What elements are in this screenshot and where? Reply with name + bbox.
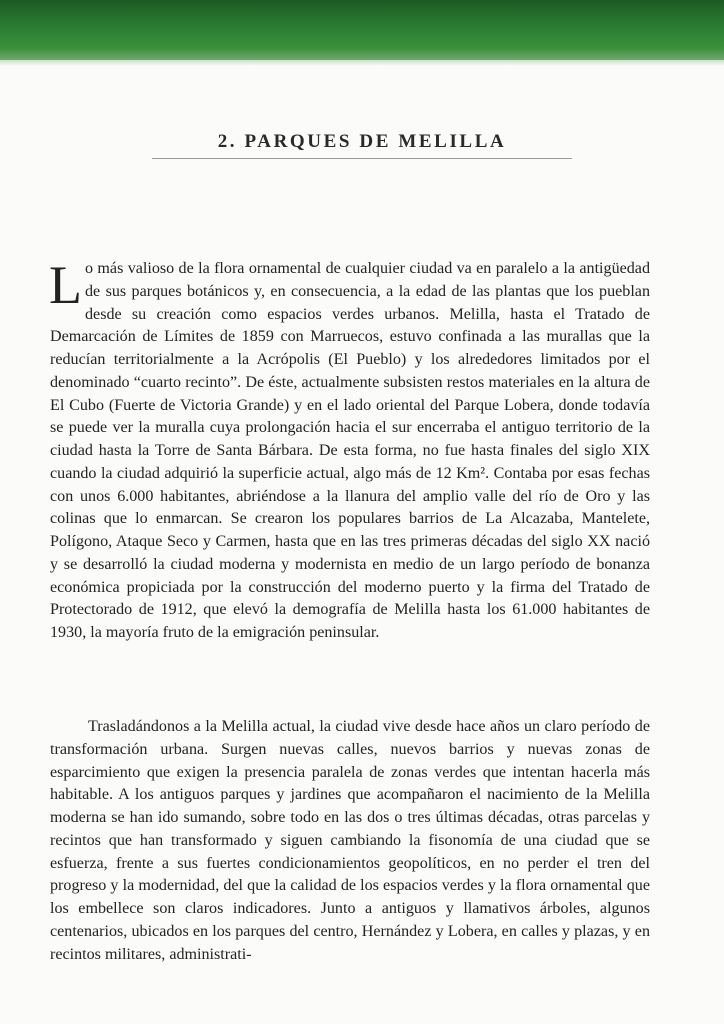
paragraph-1: [49, 255, 650, 645]
paragraph-2: Trasladándonos a la Melilla actual, la ciudad vive desde hace años un claro período de transformación urbana. Surgen nuevas calles, nuevos barrios y nuevas zonas de esparcimiento que exigen la presencia paralela de zonas verdes que intentan hacerla más habitable. A los antiguos parques y jardines que acompañaron el nacimiento de la Melilla moderna se han ido sumando, sobre todo en las dos o tres últimas décadas, otras parcelas y recintos que han transformado y siguen cambiando la fisonomía de una ciudad que se esfuerza, frente a sus fuertes condicionamientos geopolíticos, en no perder el tren del progreso y la modernidad, del que la calidad de los espacios verdes y la flora ornamental que los embellece son claros indicadores. Junto a antiguos y llamativos árboles, algunos centenarios, ubicados en los parques del centro, Hernández y Lobera, en calles y plazas, y en recintos militares, administrati-: [50, 718, 650, 963]
paragraph-1-text: o más valioso de la flora ornamental de cualquier ciudad va en paralelo a la antigüedad de sus parques botánicos y, en consecuencia, a la edad de las plantas que los pueblan desde su creación como espacios verdes urbanos. Melilla, hasta el Tratado de Demarcación de Límites de 1859 con Marruecos, estuvo confinada a las murallas que la reducían territorialmente a la Acrópolis (El Pueblo) y los alrededores limitados por el denominado “cuarto recinto”. De éste, actualmente subsisten restos materiales en la altura de El Cubo (Fuerte de Victoria Grande) y en el lado oriental del Parque Lobera, donde todavía se puede ver la muralla cuya prolongación hacia el sur encerraba el antiguo territorio de la ciudad hasta la Torre de Santa Bárbara. De esta forma, no fue hasta finales del siglo XIX cuando la ciudad adquirió la superficie actual, algo más de 12 Km². Contaba por esas fechas con unos 6.000 habitantes, abriéndose a la llanura del amplio valle del río de Oro y las colinas que lo enmarcan. Se crearon los populares barrios de La Alcazaba, Mantelete, Polígono, Ataque Seco y Carmen, hasta que en las tres primeras décadas del siglo XX nació y se desarrolló la ciudad moderna y modernista en medio de un largo período de bonanza económica propiciada por la construcción del moderno puerto y la firma del Tratado de Protectorado de 1912, que elevó la demografía de Melilla hasta los 61.000 habitantes de 1930, la mayoría fruto de la emigración peninsular.: [50, 260, 650, 641]
drop-cap: L: [49, 255, 82, 315]
title-underline: [152, 158, 572, 159]
chapter-title: 2. PARQUES DE MELILLA: [217, 131, 507, 152]
green-header-band: [0, 0, 724, 60]
